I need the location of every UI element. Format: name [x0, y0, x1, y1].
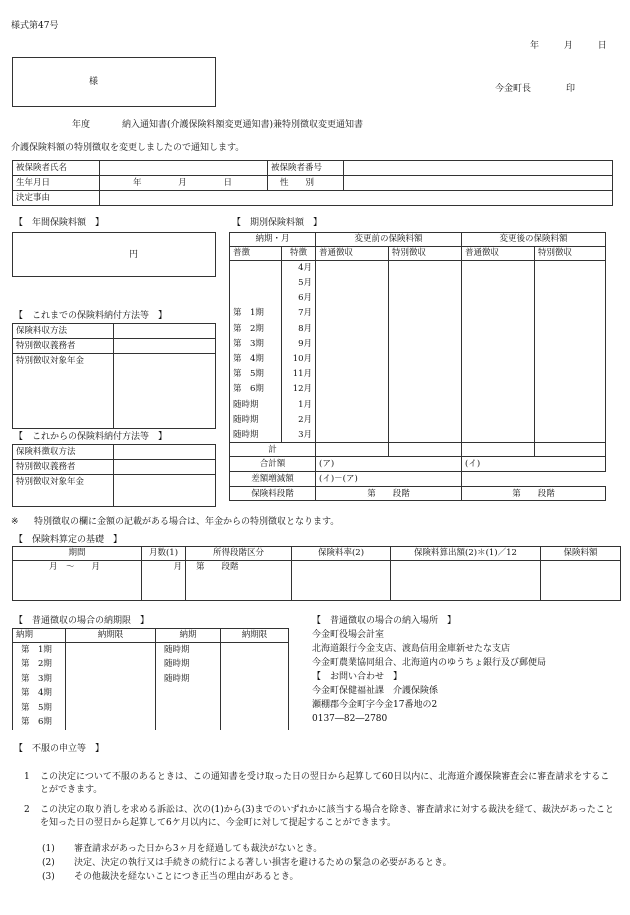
- basis-calculated-value: [391, 561, 541, 601]
- before-special-amount: [389, 397, 462, 412]
- period-month: 4月: [282, 261, 316, 276]
- after-normal-amount: [462, 352, 535, 367]
- total-after-normal: [462, 443, 535, 457]
- basis-period-value: [13, 561, 142, 601]
- previous-method-label: 保険料収方法: [13, 324, 114, 339]
- before-special-amount: [389, 382, 462, 397]
- basis-header-rate: 保険料率(2): [292, 547, 391, 561]
- objection-sub-3-text: その他裁決を経ないことにつき正当の理由があるとき。: [74, 872, 299, 882]
- basis-table: [12, 546, 621, 601]
- deadline-period-left: 第 5期: [13, 701, 66, 716]
- before-special-amount: [389, 352, 462, 367]
- before-normal-amount: [316, 291, 389, 306]
- deadline-date-right: [221, 715, 289, 730]
- birth-label: 生年月日: [13, 176, 100, 191]
- deadline-rows: [13, 643, 289, 730]
- birth-year-unit: 年: [133, 177, 142, 188]
- deadline-period-right: 随時期: [156, 643, 221, 658]
- contact-line-3: 0137―82―2780: [312, 714, 388, 724]
- objection-sub-2-num: (2): [42, 858, 55, 868]
- deadline-period-right: 随時期: [156, 672, 221, 687]
- annual-premium-box: [12, 232, 216, 277]
- deadline-row: [13, 715, 289, 730]
- future-payment-table: [12, 444, 216, 507]
- after-special-amount: [535, 382, 606, 397]
- before-special-amount: [389, 276, 462, 291]
- period-label: 第 3期: [230, 336, 282, 351]
- deadline-period-left: 第 3期: [13, 672, 66, 687]
- contact-line-1: 今金町保健福祉課 介護保険係: [312, 686, 439, 696]
- annual-premium-unit: 円: [129, 250, 139, 260]
- previous-payment-heading: 【 これまでの保険料納付方法等 】: [14, 311, 168, 321]
- normal-deadlines-heading: 【 普通徴収の場合の納期限 】: [14, 616, 150, 626]
- period-rows: [230, 261, 606, 443]
- objection-sub-2-text: 決定、決定の執行又は手続きの続行による著しい損害を避けるための緊急の必要があるとき。: [74, 858, 452, 868]
- before-normal-amount: [316, 412, 389, 427]
- deadline-date-right: [221, 657, 289, 672]
- after-normal-amount: [462, 291, 535, 306]
- sub-header-special: 特徴: [282, 247, 316, 261]
- payment-place-line-2: 北海道銀行今金支店、渡島信用金庫新せたな支店: [312, 644, 511, 654]
- addressee-suffix: 様: [89, 77, 99, 87]
- after-normal-amount: [462, 306, 535, 321]
- objection-item-2-num: 2: [24, 805, 30, 815]
- header-period-month: 納期・月: [230, 233, 316, 247]
- sub-header-before-normal: 普通徴収: [316, 247, 389, 261]
- period-label: 随時期: [230, 397, 282, 412]
- before-normal-amount: [316, 306, 389, 321]
- after-special-amount: [535, 397, 606, 412]
- header-after: 変更後の保険料額: [462, 233, 606, 247]
- deadline-date-left: [66, 643, 156, 658]
- period-row: [230, 261, 606, 276]
- period-row: [230, 412, 606, 427]
- objection-sub-3-num: (3): [42, 872, 55, 882]
- sub-header-before-special: 特別徴収: [389, 247, 462, 261]
- date-month: 月: [563, 41, 573, 51]
- after-special-amount: [535, 336, 606, 351]
- after-normal-amount: [462, 412, 535, 427]
- basis-header-stage: 所得段階区分: [186, 547, 292, 561]
- normal-deadlines-table: [12, 628, 289, 730]
- birth-day-unit: 日: [223, 177, 232, 188]
- deadline-date-left: [66, 686, 156, 701]
- annual-premium-heading: 【 年間保険料額 】: [14, 218, 105, 228]
- deadline-row: [13, 643, 289, 658]
- basis-premium-value: [541, 561, 621, 601]
- note-text: 特別徴収の欄に金額の記載がある場合は、年金からの特別徴収となります。: [34, 517, 340, 527]
- previous-pension-value: [114, 354, 216, 429]
- before-normal-amount: [316, 367, 389, 382]
- period-row: [230, 382, 606, 397]
- deadline-row: [13, 686, 289, 701]
- insured-info-table: [12, 160, 613, 206]
- note-mark: ※: [11, 517, 19, 527]
- before-normal-amount: [316, 428, 389, 443]
- after-special-amount: [535, 276, 606, 291]
- deadline-date-right: [221, 701, 289, 716]
- before-normal-amount: [316, 276, 389, 291]
- before-special-amount: [389, 336, 462, 351]
- before-special-amount: [389, 306, 462, 321]
- sub-header-after-normal: 普通徴収: [462, 247, 535, 261]
- deadline-header-period-right: 納期: [156, 629, 221, 643]
- before-normal-amount: [316, 321, 389, 336]
- issuer-seal: 印: [566, 84, 576, 94]
- after-special-amount: [535, 291, 606, 306]
- before-special-amount: [389, 428, 462, 443]
- basis-period-text: 月 ～ 月: [49, 562, 101, 572]
- basis-header-period: 期間: [13, 547, 142, 561]
- future-pension-value: [114, 475, 216, 507]
- period-month: 8月: [282, 321, 316, 336]
- reason-value: [100, 191, 613, 206]
- previous-pension-label: 特別徴収対象年金: [13, 354, 114, 429]
- before-normal-amount: [316, 397, 389, 412]
- deadline-period-left: 第 1期: [13, 643, 66, 658]
- document-year-label: 年度: [72, 120, 91, 130]
- period-row: [230, 306, 606, 321]
- after-normal-amount: [462, 261, 535, 276]
- period-month: 2月: [282, 412, 316, 427]
- payment-place-line-3: 今金町農業協同組合、北海道内のゆうちょ銀行及び郵便局: [312, 658, 547, 668]
- objection-item-2-text: この決定の取り消しを求める訴訟は、次の(1)から(3)までのいずれかに該当する場合を除き、審査請求に対する裁決を経て、裁決があったことを知った日の翌日から起算して6ケ月以内に、今金町に対して提起することができます。: [40, 805, 614, 828]
- after-special-amount: [535, 261, 606, 276]
- basis-header-months: 月数(1): [142, 547, 186, 561]
- previous-payment-table: [12, 323, 216, 429]
- before-normal-amount: [316, 352, 389, 367]
- period-row: [230, 276, 606, 291]
- period-month: 12月: [282, 382, 316, 397]
- before-normal-amount: [316, 261, 389, 276]
- basis-months-value: [142, 561, 186, 601]
- period-label: 第 5期: [230, 367, 282, 382]
- deadline-date-right: [221, 643, 289, 658]
- payment-place-heading: 【 普通徴収の場合の納入場所 】: [312, 616, 457, 626]
- period-label: 随時期: [230, 412, 282, 427]
- insured-number-label: 被保険者番号: [268, 161, 344, 176]
- payment-place-line-1: 今金町役場会計室: [312, 630, 385, 640]
- deadline-period-right: 随時期: [156, 657, 221, 672]
- difference-label: 差額増減額: [230, 472, 316, 487]
- after-normal-amount: [462, 397, 535, 412]
- before-special-amount: [389, 412, 462, 427]
- deadline-period-left: 第 6期: [13, 715, 66, 730]
- deadline-date-left: [66, 672, 156, 687]
- basis-stage-value: [186, 561, 292, 601]
- period-label: [230, 261, 282, 276]
- sum-label: 合計額: [230, 457, 316, 472]
- before-special-amount: [389, 291, 462, 306]
- after-special-amount: [535, 306, 606, 321]
- period-premium-table: [229, 232, 606, 501]
- contact-heading: 【 お問い合わせ 】: [312, 672, 403, 682]
- deadline-period-right: [156, 715, 221, 730]
- after-special-amount: [535, 428, 606, 443]
- stage-label: 保険料段階: [230, 487, 316, 501]
- period-premium-heading: 【 期別保険料額 】: [232, 218, 323, 228]
- before-normal-amount: [316, 382, 389, 397]
- sex-label: 性 別: [268, 176, 344, 191]
- future-method-label: 保険料徴収方法: [13, 445, 114, 460]
- deadline-date-left: [66, 701, 156, 716]
- deadline-date-left: [66, 657, 156, 672]
- addressee-box: [12, 57, 216, 107]
- period-row: [230, 336, 606, 351]
- future-obligor-label: 特別徴収義務者: [13, 460, 114, 475]
- period-month: 7月: [282, 306, 316, 321]
- deadline-period-right: [156, 701, 221, 716]
- reason-label: 決定事由: [13, 191, 100, 206]
- deadline-row: [13, 657, 289, 672]
- header-before: 変更前の保険料額: [316, 233, 462, 247]
- sub-header-after-special: 特別徴収: [535, 247, 606, 261]
- after-special-amount: [535, 412, 606, 427]
- after-normal-amount: [462, 336, 535, 351]
- after-normal-amount: [462, 276, 535, 291]
- deadline-header-date-left: 納期限: [66, 629, 156, 643]
- objection-heading: 【 不服の申立等 】: [14, 744, 105, 754]
- sum-after: (イ): [462, 457, 606, 472]
- document-title: 納入通知書(介護保険料額変更通知書)兼特別徴収変更通知書: [122, 120, 364, 130]
- basis-rate-value: [292, 561, 391, 601]
- period-label: 第 2期: [230, 321, 282, 336]
- after-normal-amount: [462, 367, 535, 382]
- before-special-amount: [389, 261, 462, 276]
- total-before-special: [389, 443, 462, 457]
- basis-heading: 【 保険料算定の基礎 】: [14, 535, 123, 545]
- date-line: [530, 42, 607, 51]
- deadline-row: [13, 672, 289, 687]
- total-after-special: [535, 443, 606, 457]
- date-year: 年: [530, 41, 540, 51]
- before-special-amount: [389, 367, 462, 382]
- intro-text: 介護保険料額の特別徴収を変更しましたので通知します。: [11, 143, 245, 153]
- objection-sub-1-text: 審査請求があった日から3ヶ月を経過しても裁決がないとき。: [74, 844, 323, 854]
- future-payment-heading: 【 これからの保険料納付方法等 】: [14, 432, 168, 442]
- after-normal-amount: [462, 382, 535, 397]
- after-special-amount: [535, 352, 606, 367]
- future-method-value: [114, 445, 216, 460]
- difference-value: (イ)－(ア): [316, 472, 462, 487]
- difference-blank: [462, 472, 606, 487]
- basis-months-unit: 月: [173, 562, 182, 572]
- after-normal-amount: [462, 321, 535, 336]
- period-month: 11月: [282, 367, 316, 382]
- period-label: [230, 276, 282, 291]
- insured-name-label: 被保険者氏名: [13, 161, 100, 176]
- period-row: [230, 321, 606, 336]
- after-normal-amount: [462, 428, 535, 443]
- deadline-period-left: 第 4期: [13, 686, 66, 701]
- period-label: 第 4期: [230, 352, 282, 367]
- period-label: 第 6期: [230, 382, 282, 397]
- previous-obligor-value: [114, 339, 216, 354]
- period-row: [230, 352, 606, 367]
- future-pension-label: 特別徴収対象年金: [13, 475, 114, 507]
- deadline-header-period-left: 納期: [13, 629, 66, 643]
- deadline-period-left: 第 2期: [13, 657, 66, 672]
- insured-name-value: [100, 161, 268, 176]
- period-label: [230, 291, 282, 306]
- stage-after: 第 段階: [462, 487, 606, 501]
- period-label: 第 1期: [230, 306, 282, 321]
- period-row: [230, 428, 606, 443]
- basis-header-premium: 保険料額: [541, 547, 621, 561]
- after-special-amount: [535, 367, 606, 382]
- period-month: 1月: [282, 397, 316, 412]
- date-day: 日: [597, 41, 607, 51]
- period-month: 6月: [282, 291, 316, 306]
- insured-number-value: [344, 161, 613, 176]
- sex-value: [344, 176, 613, 191]
- before-normal-amount: [316, 336, 389, 351]
- basis-stage-text: 第 段階: [196, 562, 239, 572]
- period-month: 5月: [282, 276, 316, 291]
- sub-header-normal: 普徴: [230, 247, 282, 261]
- deadline-date-right: [221, 686, 289, 701]
- objection-item-1-num: 1: [24, 772, 30, 782]
- period-month: 10月: [282, 352, 316, 367]
- deadline-row: [13, 701, 289, 716]
- after-special-amount: [535, 321, 606, 336]
- previous-obligor-label: 特別徴収義務者: [13, 339, 114, 354]
- period-month: 9月: [282, 336, 316, 351]
- birth-month-unit: 月: [178, 177, 187, 188]
- objection-item-1-text: この決定について不服のあるときは、この通知書を受け取った日の翌日から起算して60日以内に、北海道介護保険審査会に審査請求をすることができます。: [40, 772, 610, 795]
- stage-before: 第 段階: [316, 487, 462, 501]
- birth-value: [100, 176, 268, 191]
- before-special-amount: [389, 321, 462, 336]
- deadline-header-date-right: 納期限: [221, 629, 289, 643]
- period-month: 3月: [282, 428, 316, 443]
- future-obligor-value: [114, 460, 216, 475]
- sum-before: (ア): [316, 457, 462, 472]
- total-label: 計: [230, 443, 316, 457]
- previous-method-value: [114, 324, 216, 339]
- objection-sub-1-num: (1): [42, 844, 55, 854]
- contact-line-2: 瀬棚郡今金町字今金17番地の2: [312, 700, 438, 710]
- form-number: 様式第47号: [11, 21, 59, 31]
- deadline-date-right: [221, 672, 289, 687]
- issuer-title: 今金町長: [495, 84, 532, 94]
- basis-header-calculated: 保険料算出額(2)＊(1)／12: [391, 547, 541, 561]
- total-before-normal: [316, 443, 389, 457]
- period-row: [230, 291, 606, 306]
- period-label: 随時期: [230, 428, 282, 443]
- deadline-date-left: [66, 715, 156, 730]
- deadline-period-right: [156, 686, 221, 701]
- period-row: [230, 367, 606, 382]
- period-row: [230, 397, 606, 412]
